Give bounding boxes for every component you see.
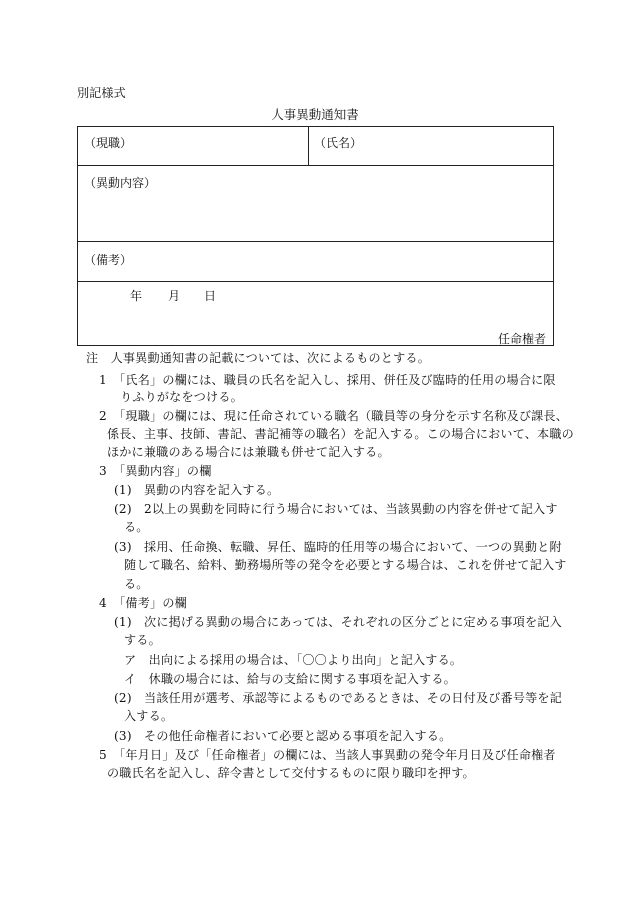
- date-day-label: 日: [204, 289, 217, 303]
- note-3-3-line-1: (3) 採用、任命換、転職、昇任、臨時的任用等の場合において、一つの異動と附: [114, 540, 562, 554]
- note-5-line-2: の職氏名を記入し、辞令書として交付するものに限り職印を押す。: [107, 766, 475, 780]
- note-4-1-a: ア 出向による採用の場合は、「〇〇より出向」と記入する。: [124, 653, 463, 667]
- date-year-label: 年: [130, 289, 143, 303]
- row-date-appointer: [78, 281, 553, 348]
- note-4-2-line-2: 入する。: [124, 709, 174, 723]
- row-current-post-name: [78, 127, 553, 165]
- note-2-line-1: 2 「現職」の欄には、現に任命されている職名（職員等の身分を示す名称及び課長、: [99, 409, 569, 423]
- note-4-heading: 4 「備考」の欄: [99, 596, 187, 610]
- row-remarks: [78, 241, 553, 282]
- note-2-line-3: ほかに兼職のある場合には兼職も併せて記入する。: [107, 445, 390, 459]
- form-label: 別記様式: [77, 86, 126, 100]
- note-1-line-2: りふりがなをつける。: [120, 390, 243, 404]
- note-3-2-line-2: る。: [124, 520, 149, 534]
- date-month-label: 月: [168, 289, 181, 303]
- note-2-line-2: 係長、主事、技師、書記、書記補等の職名）を記入する。この場合において、本職の: [107, 427, 574, 441]
- appointer-label: 任命権者: [497, 332, 546, 346]
- remarks-label: （備考）: [84, 253, 133, 267]
- note-3-3-line-3: る。: [124, 577, 149, 591]
- note-3-heading: 3 「異動内容」の欄: [99, 464, 212, 478]
- note-5-line-1: 5 「年月日」及び「任命権者」の欄には、当該人事異動の発令年月日及び任命権者: [99, 748, 556, 762]
- note-3-2-line-1: (2) 2以上の異動を同時に行う場合においては、当該異動の内容を併せて記入す: [114, 502, 558, 516]
- note-3-1: (1) 異動の内容を記入する。: [114, 483, 280, 497]
- note-4-1-i: イ 休職の場合には、給与の支給に関する事項を記入する。: [124, 672, 456, 686]
- note-4-2-line-1: (2) 当該任用が選考、承認等によるものであるときは、その日付及び番号等を記: [114, 691, 563, 705]
- row-transfer-content: [78, 165, 553, 242]
- notes-intro: 注 人事異動通知書の記載については、次によるものとする。: [86, 351, 430, 365]
- note-3-3-line-2: 随して職名、給料、勤務場所等の発令を必要とする場合は、これを併せて記入す: [124, 558, 567, 572]
- transfer-content-label: （異動内容）: [84, 176, 157, 190]
- name-label: （氏名）: [314, 136, 363, 150]
- current-post-label: （現職）: [84, 136, 133, 150]
- cell-divider: [308, 127, 309, 165]
- notification-form-table: [77, 126, 554, 346]
- note-4-3: (3) その他任命権者において必要と認める事項を記入する。: [114, 729, 452, 743]
- note-4-1-line-2: する。: [124, 633, 161, 647]
- note-1-line-1: 1 「氏名」の欄には、職員の氏名を記入し、採用、併任及び臨時的任用の場合に限: [99, 373, 556, 387]
- note-4-1-line-1: (1) 次に掲げる異動の場合にあっては、それぞれの区分ごとに定める事項を記入: [114, 615, 562, 629]
- document-title: 人事異動通知書: [271, 107, 359, 122]
